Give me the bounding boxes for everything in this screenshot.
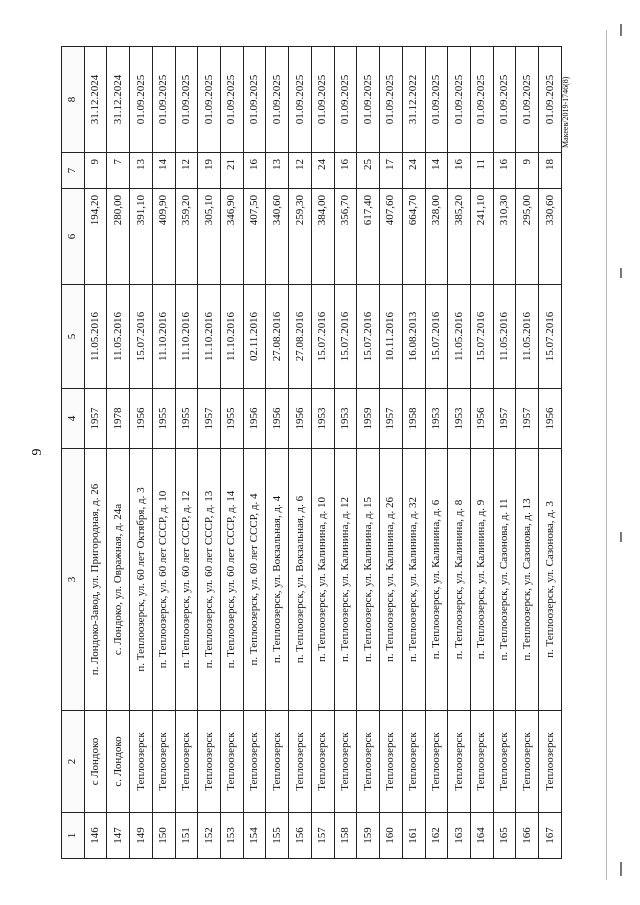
cell-col-8: 01.09.2025 bbox=[539, 47, 562, 153]
header-cell-1: 1 bbox=[62, 813, 85, 859]
cell-col-7: 24 bbox=[402, 153, 425, 189]
cell-col-5: 11.05.2016 bbox=[448, 285, 471, 389]
header-row bbox=[62, 47, 85, 859]
cell-col-6: 194,20 bbox=[84, 189, 107, 285]
table-row bbox=[266, 47, 289, 859]
cell-col-6: 391,10 bbox=[130, 189, 153, 285]
cell-col-7: 17 bbox=[380, 153, 403, 189]
cell-col-2: Теплоозерск bbox=[470, 711, 493, 813]
cell-col-7: 14 bbox=[425, 153, 448, 189]
cell-col-7: 16 bbox=[243, 153, 266, 189]
cell-col-3: п. Теплоозерск, ул. Сазонова, д. 11 bbox=[493, 449, 516, 711]
cell-col-7: 14 bbox=[152, 153, 175, 189]
cell-col-8: 01.09.2025 bbox=[130, 47, 153, 153]
table-row bbox=[539, 47, 562, 859]
header-cell-2: 2 bbox=[62, 711, 85, 813]
cell-col-5: 02.11.2016 bbox=[243, 285, 266, 389]
table-body bbox=[62, 47, 562, 859]
cell-col-2: Теплоозерск bbox=[334, 711, 357, 813]
cell-col-4: 1953 bbox=[311, 389, 334, 449]
cell-col-8: 01.09.2025 bbox=[493, 47, 516, 153]
cell-col-7: 16 bbox=[448, 153, 471, 189]
cell-col-3: п. Теплоозерск, ул. Сазонова, д. 3 bbox=[539, 449, 562, 711]
cell-col-3: п. Теплоозерск, ул. 60 лет СССР, д. 12 bbox=[175, 449, 198, 711]
table-row bbox=[289, 47, 312, 859]
cell-col-6: 385,20 bbox=[448, 189, 471, 285]
cell-col-2: Теплоозерск bbox=[311, 711, 334, 813]
table-row bbox=[198, 47, 221, 859]
cell-col-6: 664,70 bbox=[402, 189, 425, 285]
cell-col-4: 1957 bbox=[84, 389, 107, 449]
cell-col-5: 15.07.2016 bbox=[357, 285, 380, 389]
cell-col-4: 1953 bbox=[448, 389, 471, 449]
cell-col-2: Теплоозерск bbox=[221, 711, 244, 813]
table-row bbox=[221, 47, 244, 859]
cell-col-6: 409,90 bbox=[152, 189, 175, 285]
cell-col-6: 384,00 bbox=[311, 189, 334, 285]
cell-col-3: п. Теплоозерск, ул. 60 лет Октября, д. 3 bbox=[130, 449, 153, 711]
cell-col-7: 18 bbox=[539, 153, 562, 189]
cell-col-8: 31.12.2024 bbox=[84, 47, 107, 153]
cell-col-1: 150 bbox=[152, 813, 175, 859]
cell-col-1: 153 bbox=[221, 813, 244, 859]
margin-tick bbox=[620, 862, 622, 876]
header-cell-8: 8 bbox=[62, 47, 85, 153]
table-row bbox=[516, 47, 539, 859]
margin-tick bbox=[620, 24, 622, 36]
cell-col-4: 1957 bbox=[198, 389, 221, 449]
cell-col-8: 01.09.2025 bbox=[152, 47, 175, 153]
cell-col-4: 1956 bbox=[266, 389, 289, 449]
header-cell-6: 6 bbox=[62, 189, 85, 285]
cell-col-4: 1959 bbox=[357, 389, 380, 449]
cell-col-2: с Лондоко bbox=[84, 711, 107, 813]
cell-col-1: 155 bbox=[266, 813, 289, 859]
cell-col-4: 1957 bbox=[493, 389, 516, 449]
table-row bbox=[402, 47, 425, 859]
register-table bbox=[61, 46, 562, 859]
margin-line bbox=[606, 30, 607, 880]
cell-col-4: 1957 bbox=[516, 389, 539, 449]
cell-col-2: Теплоозерск bbox=[243, 711, 266, 813]
document-code bbox=[556, 48, 640, 148]
cell-col-3: п. Теплоозерск, ул. Калинина, д. 15 bbox=[357, 449, 380, 711]
cell-col-1: 167 bbox=[539, 813, 562, 859]
cell-col-6: 280,00 bbox=[107, 189, 130, 285]
header-cell-4: 4 bbox=[62, 389, 85, 449]
cell-col-2: Теплоозерск bbox=[266, 711, 289, 813]
cell-col-7: 13 bbox=[130, 153, 153, 189]
cell-col-6: 407,50 bbox=[243, 189, 266, 285]
cell-col-1: 151 bbox=[175, 813, 198, 859]
cell-col-3: п. Теплоозерск, ул. Вокзальная, д. 6 bbox=[289, 449, 312, 711]
table-row bbox=[357, 47, 380, 859]
cell-col-2: Теплоозерск bbox=[152, 711, 175, 813]
margin-tick bbox=[620, 268, 622, 278]
cell-col-3: п. Теплоозерск, ул. Калинина, д. 26 bbox=[380, 449, 403, 711]
cell-col-1: 147 bbox=[107, 813, 130, 859]
cell-col-7: 21 bbox=[221, 153, 244, 189]
table-row bbox=[334, 47, 357, 859]
cell-col-8: 01.09.2025 bbox=[448, 47, 471, 153]
cell-col-5: 15.07.2016 bbox=[130, 285, 153, 389]
cell-col-8: 01.09.2025 bbox=[175, 47, 198, 153]
cell-col-1: 159 bbox=[357, 813, 380, 859]
cell-col-3: п. Лондоко-Завод, ул. Пригородная, д. 26 bbox=[84, 449, 107, 711]
rotated-table-container bbox=[61, 47, 562, 859]
cell-col-7: 9 bbox=[516, 153, 539, 189]
cell-col-5: 11.05.2016 bbox=[107, 285, 130, 389]
cell-col-2: Теплоозерск bbox=[289, 711, 312, 813]
cell-col-2: Теплоозерск bbox=[175, 711, 198, 813]
cell-col-5: 11.05.2016 bbox=[493, 285, 516, 389]
cell-col-5: 11.05.2016 bbox=[516, 285, 539, 389]
cell-col-7: 16 bbox=[334, 153, 357, 189]
cell-col-3: п. Теплоозерск, ул. Калинина, д. 8 bbox=[448, 449, 471, 711]
cell-col-3: п. Теплоозерск, ул. Калинина, д. 10 bbox=[311, 449, 334, 711]
cell-col-3: п. Теплоозерск, ул. 60 лет СССР, д. 4 bbox=[243, 449, 266, 711]
cell-col-8: 01.09.2025 bbox=[289, 47, 312, 153]
cell-col-8: 01.09.2025 bbox=[470, 47, 493, 153]
cell-col-4: 1956 bbox=[130, 389, 153, 449]
cell-col-1: 152 bbox=[198, 813, 221, 859]
cell-col-2: Теплоозерск bbox=[130, 711, 153, 813]
cell-col-1: 154 bbox=[243, 813, 266, 859]
cell-col-4: 1953 bbox=[334, 389, 357, 449]
cell-col-6: 310,30 bbox=[493, 189, 516, 285]
cell-col-1: 158 bbox=[334, 813, 357, 859]
document-code-text: Макеев/2019-1746(8) bbox=[561, 76, 570, 148]
cell-col-3: п. Теплоозерск, ул. Сазонова, д. 13 bbox=[516, 449, 539, 711]
cell-col-2: с. Лондоко bbox=[107, 711, 130, 813]
cell-col-4: 1978 bbox=[107, 389, 130, 449]
cell-col-5: 11.10.2016 bbox=[152, 285, 175, 389]
header-cell-7: 7 bbox=[62, 153, 85, 189]
cell-col-8: 31.12.2024 bbox=[107, 47, 130, 153]
cell-col-2: Теплоозерск bbox=[198, 711, 221, 813]
cell-col-5: 11.10.2016 bbox=[198, 285, 221, 389]
cell-col-8: 01.09.2025 bbox=[243, 47, 266, 153]
cell-col-1: 157 bbox=[311, 813, 334, 859]
cell-col-2: Теплоозерск bbox=[539, 711, 562, 813]
cell-col-3: п. Теплоозерск, ул. Калинина, д. 12 bbox=[334, 449, 357, 711]
cell-col-5: 11.05.2016 bbox=[84, 285, 107, 389]
cell-col-5: 15.07.2016 bbox=[425, 285, 448, 389]
table-row bbox=[84, 47, 107, 859]
cell-col-3: п. Теплоозерск, ул. Калинина, д. 32 bbox=[402, 449, 425, 711]
cell-col-7: 12 bbox=[175, 153, 198, 189]
cell-col-4: 1956 bbox=[243, 389, 266, 449]
cell-col-5: 11.10.2016 bbox=[221, 285, 244, 389]
table-row bbox=[311, 47, 334, 859]
cell-col-8: 31.12.2022 bbox=[402, 47, 425, 153]
cell-col-5: 10.11.2016 bbox=[380, 285, 403, 389]
cell-col-3: с. Лондоко, ул. Овражная, д. 24а bbox=[107, 449, 130, 711]
cell-col-6: 346,90 bbox=[221, 189, 244, 285]
cell-col-4: 1955 bbox=[175, 389, 198, 449]
cell-col-4: 1955 bbox=[152, 389, 175, 449]
cell-col-5: 15.07.2016 bbox=[539, 285, 562, 389]
header-cell-3: 3 bbox=[62, 449, 85, 711]
margin-tick bbox=[620, 532, 622, 542]
cell-col-6: 295,00 bbox=[516, 189, 539, 285]
cell-col-8: 01.09.2025 bbox=[357, 47, 380, 153]
table-row bbox=[380, 47, 403, 859]
table-row bbox=[448, 47, 471, 859]
cell-col-2: Теплоозерск bbox=[493, 711, 516, 813]
cell-col-5: 27.08.2016 bbox=[289, 285, 312, 389]
cell-col-8: 01.09.2025 bbox=[425, 47, 448, 153]
cell-col-7: 19 bbox=[198, 153, 221, 189]
cell-col-1: 162 bbox=[425, 813, 448, 859]
cell-col-4: 1955 bbox=[221, 389, 244, 449]
table-row bbox=[130, 47, 153, 859]
cell-col-4: 1956 bbox=[539, 389, 562, 449]
cell-col-2: Теплоозерск bbox=[516, 711, 539, 813]
cell-col-7: 7 bbox=[107, 153, 130, 189]
cell-col-2: Теплоозерск bbox=[357, 711, 380, 813]
cell-col-4: 1958 bbox=[402, 389, 425, 449]
cell-col-6: 356,70 bbox=[334, 189, 357, 285]
table-row bbox=[470, 47, 493, 859]
cell-col-5: 27.08.2016 bbox=[266, 285, 289, 389]
cell-col-1: 163 bbox=[448, 813, 471, 859]
cell-col-7: 24 bbox=[311, 153, 334, 189]
cell-col-7: 25 bbox=[357, 153, 380, 189]
cell-col-8: 01.09.2025 bbox=[516, 47, 539, 153]
cell-col-4: 1957 bbox=[380, 389, 403, 449]
page-number: 9 bbox=[30, 448, 45, 456]
cell-col-4: 1956 bbox=[289, 389, 312, 449]
cell-col-5: 15.07.2016 bbox=[470, 285, 493, 389]
cell-col-7: 12 bbox=[289, 153, 312, 189]
table-row bbox=[152, 47, 175, 859]
cell-col-7: 16 bbox=[493, 153, 516, 189]
cell-col-8: 01.09.2025 bbox=[334, 47, 357, 153]
cell-col-2: Теплоозерск bbox=[402, 711, 425, 813]
cell-col-1: 146 bbox=[84, 813, 107, 859]
cell-col-3: п. Теплоозерск, ул. Калинина, д. 6 bbox=[425, 449, 448, 711]
cell-col-3: п. Теплоозерск, ул. Вокзальная, д. 4 bbox=[266, 449, 289, 711]
cell-col-1: 164 bbox=[470, 813, 493, 859]
table-row bbox=[175, 47, 198, 859]
cell-col-1: 149 bbox=[130, 813, 153, 859]
cell-col-3: п. Теплоозерск, ул. 60 лет СССР, д. 10 bbox=[152, 449, 175, 711]
header-cell-5: 5 bbox=[62, 285, 85, 389]
cell-col-6: 617,40 bbox=[357, 189, 380, 285]
cell-col-3: п. Теплоозерск, ул. 60 лет СССР, д. 14 bbox=[221, 449, 244, 711]
cell-col-8: 01.09.2025 bbox=[221, 47, 244, 153]
cell-col-8: 01.09.2025 bbox=[311, 47, 334, 153]
cell-col-1: 166 bbox=[516, 813, 539, 859]
cell-col-5: 15.07.2016 bbox=[334, 285, 357, 389]
cell-col-7: 9 bbox=[84, 153, 107, 189]
cell-col-8: 01.09.2025 bbox=[380, 47, 403, 153]
cell-col-4: 1953 bbox=[425, 389, 448, 449]
cell-col-7: 11 bbox=[470, 153, 493, 189]
cell-col-4: 1956 bbox=[470, 389, 493, 449]
cell-col-6: 259,30 bbox=[289, 189, 312, 285]
cell-col-8: 01.09.2025 bbox=[266, 47, 289, 153]
cell-col-1: 160 bbox=[380, 813, 403, 859]
cell-col-6: 359,20 bbox=[175, 189, 198, 285]
cell-col-1: 161 bbox=[402, 813, 425, 859]
cell-col-2: Теплоозерск bbox=[448, 711, 471, 813]
table-row bbox=[425, 47, 448, 859]
cell-col-6: 407,60 bbox=[380, 189, 403, 285]
cell-col-6: 328,00 bbox=[425, 189, 448, 285]
cell-col-5: 16.08.2013 bbox=[402, 285, 425, 389]
cell-col-5: 15.07.2016 bbox=[311, 285, 334, 389]
cell-col-8: 01.09.2025 bbox=[198, 47, 221, 153]
cell-col-6: 330,60 bbox=[539, 189, 562, 285]
cell-col-6: 340,60 bbox=[266, 189, 289, 285]
cell-col-1: 165 bbox=[493, 813, 516, 859]
cell-col-2: Теплоозерск bbox=[425, 711, 448, 813]
cell-col-7: 13 bbox=[266, 153, 289, 189]
cell-col-1: 156 bbox=[289, 813, 312, 859]
cell-col-2: Теплоозерск bbox=[380, 711, 403, 813]
cell-col-3: п. Теплоозерск, ул. 60 лет СССР, д. 13 bbox=[198, 449, 221, 711]
table-row bbox=[493, 47, 516, 859]
table-row bbox=[107, 47, 130, 859]
cell-col-6: 241,10 bbox=[470, 189, 493, 285]
cell-col-5: 11.10.2016 bbox=[175, 285, 198, 389]
table-row bbox=[243, 47, 266, 859]
cell-col-3: п. Теплоозерск, ул. Калинина, д. 9 bbox=[470, 449, 493, 711]
cell-col-6: 305,10 bbox=[198, 189, 221, 285]
